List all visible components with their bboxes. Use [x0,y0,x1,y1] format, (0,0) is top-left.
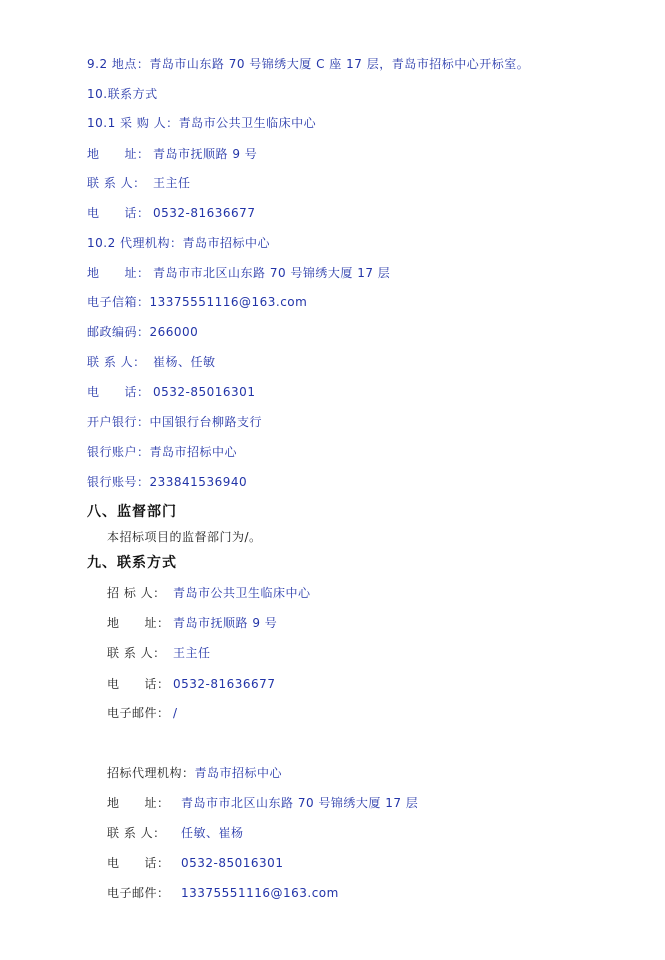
email-value: / [173,706,178,720]
address-value: 青岛市抚顺路 9 号 [173,616,278,630]
contact-value: 任敏、崔杨 [181,826,244,840]
heading-supervision: 八、监督部门 [87,504,177,520]
contact-label: 联 系 人： [107,826,166,840]
contact-value: 王主任 [153,176,191,190]
section-10-1-purchaser: 10.1 采 购 人：青岛市公共卫生临床中心 [87,116,317,130]
agency-account-name: 银行账户：青岛市招标中心 [87,445,238,459]
tenderer-contact-row [107,645,211,661]
agency-email-row-2 [107,885,339,901]
contact-value: 崔杨、任敏 [153,355,216,369]
email-value: 13375551116@163.com [181,886,339,900]
agency-zipcode: 邮政编码：266000 [87,325,199,339]
tenderer-label: 招 标 人： [107,586,166,600]
agency-email: 电子信箱：13375551116@163.com [87,295,308,309]
phone-label: 电 话： [107,677,170,691]
purchaser-contact-row [87,175,191,191]
address-value: 青岛市抚顺路 9 号 [153,147,258,161]
agency-phone-row [87,384,255,400]
agency-phone-row-2 [107,855,283,871]
address-label: 地 址： [107,616,170,630]
agency-name-row [107,765,282,781]
agency-address-row-2 [107,795,418,811]
contact-label: 联 系 人： [87,176,146,190]
purchaser-address-row [87,146,257,162]
supervision-text: 本招标项目的监督部门为/。 [107,530,262,544]
email-label: 电子邮件： [107,886,170,900]
tenderer-value: 青岛市公共卫生临床中心 [173,586,311,600]
heading-contact: 九、联系方式 [87,555,177,571]
phone-value: 0532-81636677 [173,677,276,691]
phone-label: 电 话： [87,385,150,399]
address-label: 地 址： [107,796,170,810]
agency-account-number: 银行账号：233841536940 [87,475,248,489]
agency-contact-row-2 [107,825,244,841]
contact-label: 联 系 人： [87,355,146,369]
phone-value: 0532-85016301 [153,385,256,399]
agency-bank: 开户银行：中国银行台柳路支行 [87,415,263,429]
purchaser-phone-row [87,205,255,221]
contact-label: 联 系 人： [107,646,166,660]
phone-label: 电 话： [87,206,150,220]
tenderer-email-row [107,705,178,721]
agency-value: 青岛市招标中心 [194,766,283,780]
tenderer-phone-row [107,676,275,692]
section-9-2-location: 9.2 地点：青岛市山东路 70 号锦绣大厦 C 座 17 层，青岛市招标中心开标室。 [87,57,530,71]
address-label: 地 址： [87,266,150,280]
section-10-title: 10.联系方式 [87,87,158,101]
tenderer-row [107,585,311,601]
agency-contact-row [87,354,216,370]
agency-address-row [87,265,390,281]
tenderer-address-row [107,615,277,631]
phone-label: 电 话： [107,856,170,870]
phone-value: 0532-81636677 [153,206,256,220]
address-label: 地 址： [87,147,150,161]
section-10-2-agency: 10.2 代理机构：青岛市招标中心 [87,236,271,250]
email-label: 电子邮件： [107,706,170,720]
phone-value: 0532-85016301 [181,856,284,870]
agency-label: 招标代理机构： [107,766,195,780]
address-value: 青岛市市北区山东路 70 号锦绣大厦 17 层 [181,796,419,810]
contact-value: 王主任 [173,646,211,660]
address-value: 青岛市市北区山东路 70 号锦绣大厦 17 层 [153,266,391,280]
